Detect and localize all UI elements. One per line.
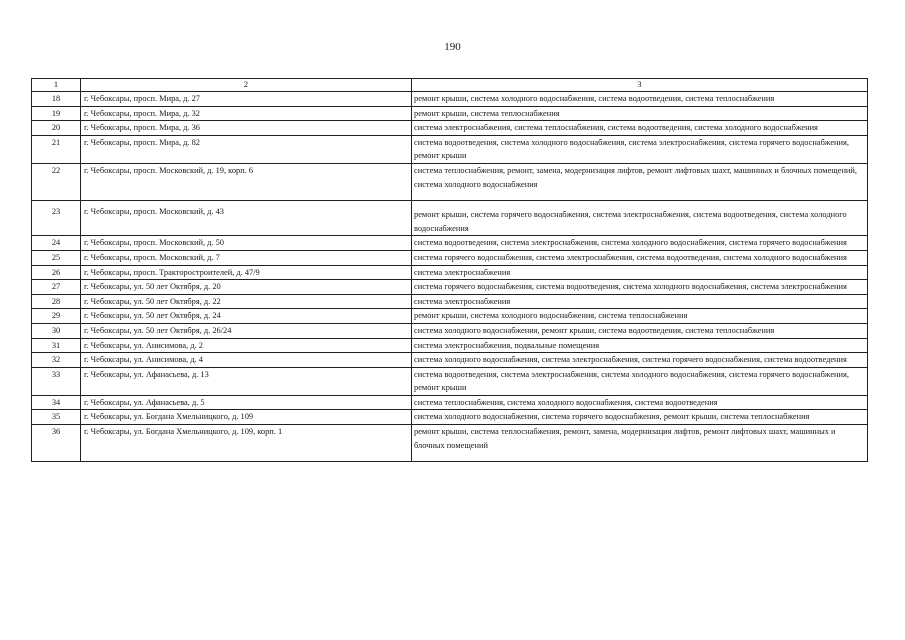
row-works: ремонт крыши, система холодного водоснабжения, система водоотведения, система теплоснабжения [412, 92, 868, 107]
table-row [32, 323, 868, 338]
page-number: 190 [444, 41, 461, 53]
header-col-3: 3 [412, 79, 868, 92]
row-works: система электроснабжения, система теплоснабжения, система водоотведения, система холодного водоснабжения [412, 121, 868, 136]
row-address: г. Чебоксары, ул. Анисимова, д. 2 [81, 338, 412, 353]
row-address: г. Чебоксары, просп. Московский, д. 43 [81, 201, 412, 236]
row-number: 25 [32, 250, 81, 265]
table-row [32, 309, 868, 324]
table-row [32, 236, 868, 251]
table-row [32, 92, 868, 107]
row-address: г. Чебоксары, ул. 50 лет Октября, д. 26/24 [81, 323, 412, 338]
row-address: г. Чебоксары, ул. Афанасьева, д. 5 [81, 395, 412, 410]
row-works: ремонт крыши, система теплоснабжения, ремонт, замена, модернизация лифтов, ремонт лифтовых шахт, машинных и блочных помещений [412, 425, 868, 462]
row-address: г. Чебоксары, ул. 50 лет Октября, д. 22 [81, 294, 412, 309]
row-address: г. Чебоксары, просп. Мира, д. 27 [81, 92, 412, 107]
table-row [32, 410, 868, 425]
row-address: г. Чебоксары, просп. Московский, д. 7 [81, 250, 412, 265]
row-number: 33 [32, 367, 81, 395]
table-row [32, 353, 868, 368]
row-address: г. Чебоксары, просп. Мира, д. 32 [81, 106, 412, 121]
table-row [32, 135, 868, 163]
row-works: система электроснабжения [412, 265, 868, 280]
row-number: 18 [32, 92, 81, 107]
row-address: г. Чебоксары, ул. Богдана Хмельницкого, д. 109 [81, 410, 412, 425]
row-number: 20 [32, 121, 81, 136]
row-works: система теплоснабжения, система холодного водоснабжения, система водоотведения [412, 395, 868, 410]
row-works: ремонт крыши, система холодного водоснабжения, система теплоснабжения [412, 309, 868, 324]
row-works: система водоотведения, система электроснабжения, система холодного водоснабжения, система горячего водоснабжения [412, 236, 868, 251]
row-works: ремонт крыши, система горячего водоснабжения, система электроснабжения, система водоотведения, система холодного водоснабжения [412, 201, 868, 236]
row-works: система водоотведения, система электроснабжения, система холодного водоснабжения, система горячего водоснабжения, ремонт крыши [412, 367, 868, 395]
row-number: 23 [32, 201, 81, 236]
row-number: 22 [32, 163, 81, 200]
row-address: г. Чебоксары, просп. Московский, д. 19, корп. 6 [81, 163, 412, 200]
row-works: система электроснабжения, подвальные помещения [412, 338, 868, 353]
row-address: г. Чебоксары, просп. Мира, д. 82 [81, 135, 412, 163]
row-number: 30 [32, 323, 81, 338]
row-works: система горячего водоснабжения, система электроснабжения, система водоотведения, система холодного водоснабжения [412, 250, 868, 265]
row-address: г. Чебоксары, ул. 50 лет Октября, д. 20 [81, 280, 412, 295]
table-row [32, 265, 868, 280]
row-number: 34 [32, 395, 81, 410]
table-row [32, 280, 868, 295]
row-number: 21 [32, 135, 81, 163]
header-row [32, 79, 868, 92]
row-number: 28 [32, 294, 81, 309]
row-number: 19 [32, 106, 81, 121]
header-col-1: 1 [32, 79, 81, 92]
table-row [32, 106, 868, 121]
row-number: 35 [32, 410, 81, 425]
row-number: 31 [32, 338, 81, 353]
table-header [32, 79, 868, 92]
row-address: г. Чебоксары, просп. Московский, д. 50 [81, 236, 412, 251]
row-address: г. Чебоксары, ул. Анисимова, д. 4 [81, 353, 412, 368]
row-number: 27 [32, 280, 81, 295]
table-row [32, 250, 868, 265]
row-works: система горячего водоснабжения, система водоотведения, система холодного водоснабжения, система электроснабжения [412, 280, 868, 295]
row-works: система холодного водоснабжения, система электроснабжения, система горячего водоснабжения, система водоотведения [412, 353, 868, 368]
row-number: 32 [32, 353, 81, 368]
table-row [32, 425, 868, 462]
row-address: г. Чебоксары, просп. Мира, д. 36 [81, 121, 412, 136]
work-list-table [31, 78, 868, 462]
table-row [32, 201, 868, 236]
row-number: 26 [32, 265, 81, 280]
header-col-2: 2 [81, 79, 412, 92]
table-body [32, 92, 868, 462]
table-row [32, 338, 868, 353]
row-address: г. Чебоксары, просп. Тракторостроителей, д. 47/9 [81, 265, 412, 280]
row-works: система теплоснабжения, ремонт, замена, модернизация лифтов, ремонт лифтовых шахт, машинных и блочных помещений, система холодного водоснабжения [412, 163, 868, 200]
table-row [32, 294, 868, 309]
table-row [32, 367, 868, 395]
row-works: система холодного водоснабжения, система горячего водоснабжения, ремонт крыши, система теплоснабжения [412, 410, 868, 425]
row-works: ремонт крыши, система теплоснабжения [412, 106, 868, 121]
row-number: 29 [32, 309, 81, 324]
row-works: система электроснабжения [412, 294, 868, 309]
row-works: система водоотведения, система холодного водоснабжения, система электроснабжения, система горячего водоснабжения, ремонт крыши [412, 135, 868, 163]
table-row [32, 121, 868, 136]
row-number: 24 [32, 236, 81, 251]
row-address: г. Чебоксары, ул. 50 лет Октября, д. 24 [81, 309, 412, 324]
row-works: система холодного водоснабжения, ремонт крыши, система водоотведения, система теплоснабжения [412, 323, 868, 338]
table-row [32, 163, 868, 200]
row-address: г. Чебоксары, ул. Богдана Хмельницкого, д. 109, корп. 1 [81, 425, 412, 462]
table-row [32, 395, 868, 410]
row-number: 36 [32, 425, 81, 462]
row-address: г. Чебоксары, ул. Афанасьева, д. 13 [81, 367, 412, 395]
